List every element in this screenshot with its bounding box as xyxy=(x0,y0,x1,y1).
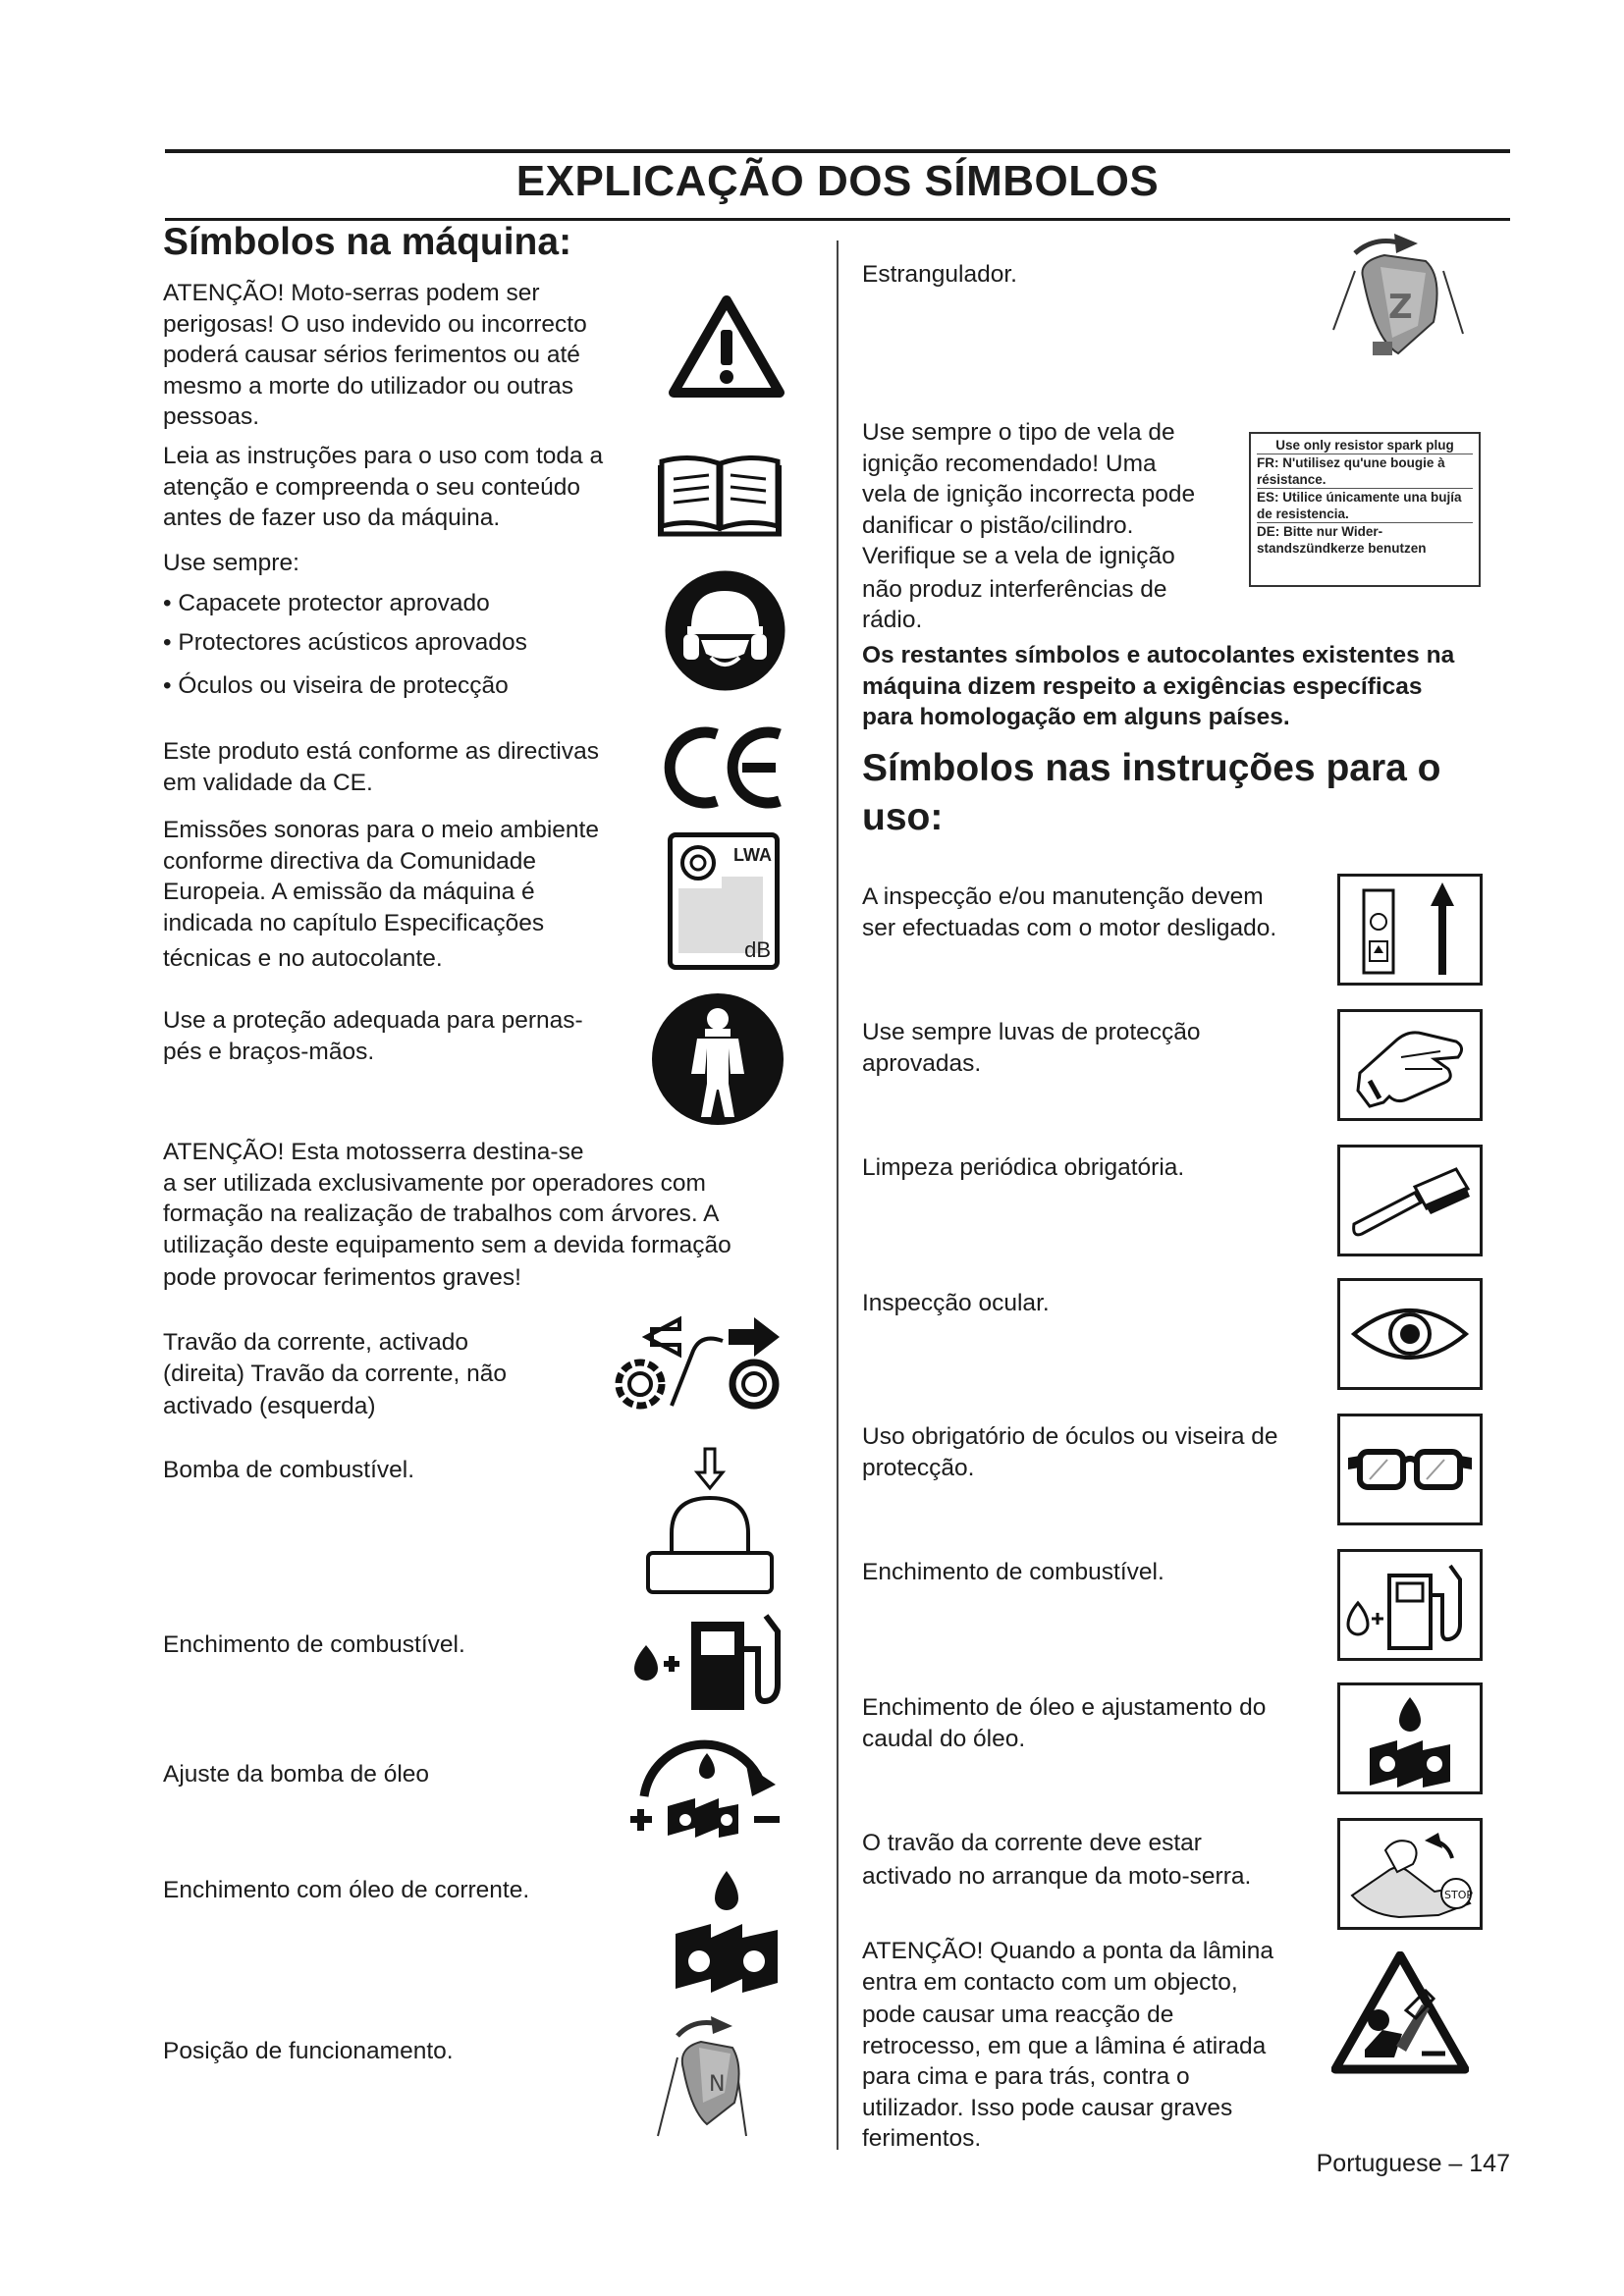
helmet-ear-eye-icon xyxy=(664,569,786,692)
visual-inspection-text: Inspecção ocular. xyxy=(862,1290,1050,1316)
protection-text: Use a proteção adequada para pernas- pés e braços-mãos. xyxy=(163,1007,583,1065)
homologation-note: Os restantes símbolos e autocolantes existentes na máquina dizem respeito a exigências específicas para homologação em alguns países. xyxy=(862,642,1455,730)
warning-text: ATENÇÃO! Moto-serras podem ser perigosas! O uso indevido ou incorrecto poderá causar sérios ferimentos ou até mesmo a morte do utilizador ou outras pessoas. xyxy=(163,280,587,430)
run-position-text: Posição de funcionamento. xyxy=(163,2038,454,2064)
svg-text:STOP: STOP xyxy=(1444,1889,1473,1901)
oilpump-text: Ajuste da bomba de óleo xyxy=(163,1761,430,1788)
svg-text:N: N xyxy=(709,2072,726,2097)
refuel2-text: Enchimento de combustível. xyxy=(862,1559,1164,1585)
safety-glasses-icon xyxy=(1337,1414,1483,1525)
kickback-warning-icon xyxy=(1331,1951,1469,2075)
page-number: Portuguese – 147 xyxy=(1316,2150,1510,2177)
brake-start-icon xyxy=(1337,1818,1483,1930)
refuel-text: Enchimento de combustível. xyxy=(163,1631,465,1658)
engineoff-text: A inspecção e/ou manutenção devem ser efectuadas com o motor desligado. xyxy=(862,883,1277,941)
engine-off-icon xyxy=(1337,874,1483,986)
chainoil-text: Enchimento com óleo de corrente. xyxy=(163,1877,530,1903)
right-heading: Símbolos nas instruções para o uso: xyxy=(862,747,1441,838)
eye-icon xyxy=(1337,1278,1483,1390)
cleaning-text: Limpeza periódica obrigatória. xyxy=(862,1154,1185,1181)
ce-mark-icon xyxy=(664,724,786,811)
chain-oil-icon xyxy=(668,1855,785,2002)
manual-text: Leia as instruções para o uso com toda a atenção e compreenda o seu conteúdo antes de fazer uso da máquina. xyxy=(163,443,604,531)
book-icon xyxy=(656,452,784,538)
top-rule xyxy=(165,149,1510,153)
page-title: EXPLICAÇÃO DOS SÍMBOLOS xyxy=(515,157,1160,205)
noise-db-label: dB xyxy=(744,937,771,962)
chainbrake-text: Travão da corrente, activado (direita) Travão da corrente, não activado (esquerda) xyxy=(163,1329,507,1419)
svg-text:Z: Z xyxy=(1388,288,1413,327)
sparkplug-text: Use sempre o tipo de vela de ignição recomendado! Uma vela de ignição incorrecta pode danificar o pistão/cilindro. Verifique se a vela de ignição não produz interferências de rádio. xyxy=(862,419,1196,633)
body-protection-icon xyxy=(650,991,785,1127)
oil-fill-adjust-icon xyxy=(1337,1682,1483,1794)
fuelpump-text: Bomba de combustível. xyxy=(163,1457,415,1483)
column-divider xyxy=(837,240,839,2150)
gloves-text: Use sempre luvas de protecção aprovadas. xyxy=(862,1019,1201,1077)
fuel-refill-outline-icon xyxy=(1337,1549,1483,1661)
run-position-icon xyxy=(648,2008,766,2156)
ce-text: Este produto está conforme as directivas em validade da CE. xyxy=(163,738,599,796)
fuel-refill-icon xyxy=(621,1610,789,1712)
kickback-warning-text: ATENÇÃO! Quando a ponta da lâmina entra em contacto com um objecto, pode causar uma reacção de retrocesso, em que a lâmina é atirada para cima e para trás, contra o utilizador. Isso pode causar graves ferimentos. xyxy=(862,1938,1274,2152)
glasses-text: Uso obrigatório de óculos ou viseira de protecção. xyxy=(862,1423,1278,1481)
gloves-icon xyxy=(1337,1009,1483,1121)
spark-plug-label: Use only resistor spark plug FR: N'utilisez qu'une bougie à résistance. ES: Utilice únicamente una bujía de resistencia. DE: Bitte nur Wider-standszündkerze benutzen xyxy=(1249,432,1481,587)
operators-warning-text: ATENÇÃO! Esta motosserra destina-se a ser utilizada exclusivamente por operadores com formação na realização de trabalhos com árvores. A utilização deste equipamento sem a devida formação pode provocar ferimentos graves! xyxy=(163,1139,731,1291)
left-heading: Símbolos na máquina: xyxy=(163,221,572,263)
choke-icon xyxy=(1316,232,1473,369)
chain-brake-icon xyxy=(607,1311,787,1414)
cleaning-brush-icon xyxy=(1337,1145,1483,1256)
choke-text: Estrangulador. xyxy=(862,261,1017,288)
warning-icon xyxy=(668,294,785,398)
noise-text: Emissões sonoras para o meio ambiente conforme directiva da Comunidade Europeia. A emissão da máquina é indicada no capítulo Especificações técnicas e no autocolante. xyxy=(163,817,599,972)
fuel-pump-icon xyxy=(644,1443,776,1600)
oilfill-text: Enchimento de óleo e ajustamento do caudal do óleo. xyxy=(862,1694,1267,1752)
noise-emission-icon xyxy=(668,832,780,970)
noise-lwa-label: LWA xyxy=(733,845,772,865)
ppe-text: Use sempre: • Capacete protector aprovado • Protectores acústicos aprovados • Óculos ou viseira de protecção xyxy=(163,550,527,699)
oil-pump-adjust-icon xyxy=(628,1735,785,1838)
brakestart-text: O travão da corrente deve estar activado no arranque da moto-serra. xyxy=(862,1830,1252,1890)
